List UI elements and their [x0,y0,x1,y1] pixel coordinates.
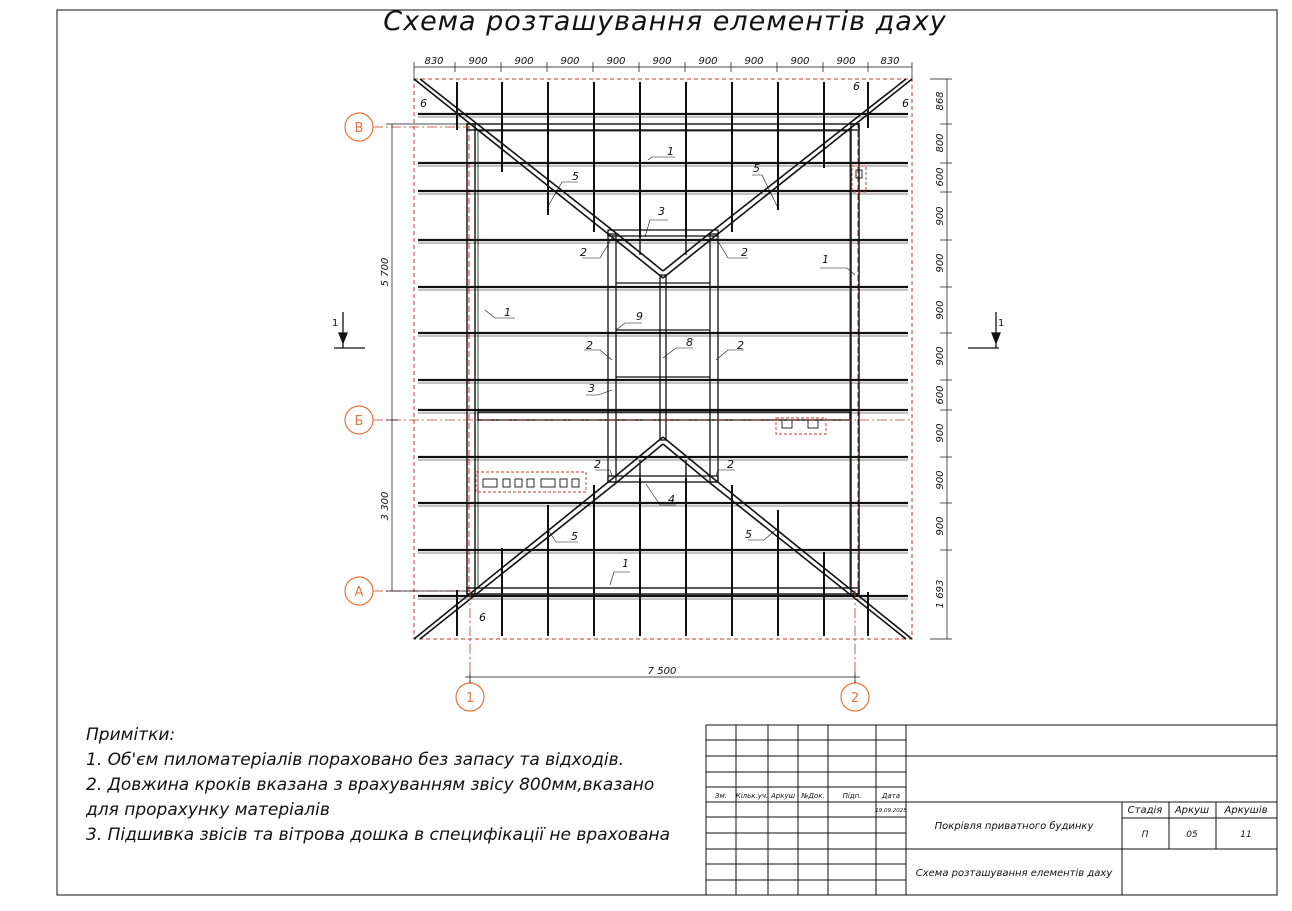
stamp-col-doc: №Док. [801,792,825,800]
dim-left-1: 5 700 [380,257,391,287]
note-2: 2. Довжина кроків вказана з врахуванням звісу 800мм,вказано для прорахунку матеріалів [86,775,655,820]
callout-2d: 2 [737,339,744,352]
dim-top-4: 900 [560,56,580,67]
notes-heading: Примітки: [86,725,176,745]
note-3: 3. Підшивка звісів та вітрова дошка в специфікації не врахована [86,825,671,845]
stamp-sheet-title: Схема розташування елементів даху [915,868,1113,879]
dim-bottom: 7 500 [647,666,677,677]
stamp-col-pidp: Підп. [842,792,862,800]
drawing-title: Схема розташування елементів даху [383,6,947,37]
callout-1c: 1 [504,306,511,319]
dim-top-6: 900 [652,56,672,67]
callout-5c: 5 [571,530,578,543]
dim-right-7: 900 [935,346,946,366]
stamp-col-arkush: Аркуш [770,792,796,800]
dim-right-6: 900 [935,300,946,320]
callout-1b: 1 [822,253,829,266]
callout-1d: 1 [622,557,629,570]
dim-top-10: 830 [880,56,900,67]
stamp-col-data: Дата [881,792,901,800]
stamp-stage: П [1141,830,1149,840]
callout-6b: 6 [853,80,860,93]
dim-right-12: 1 693 [935,579,946,609]
callout-6c: 6 [479,611,486,624]
stamp-sheets-label: Аркушів [1224,805,1268,816]
axis-label-row-v: В [354,121,364,136]
dim-top-8: 900 [744,56,764,67]
callout-5b: 5 [753,162,760,175]
wall-plates [467,124,859,594]
dim-right-8: 600 [935,385,946,405]
axis-label-row-b: Б [354,414,364,429]
horizontal-rafters [418,114,908,596]
axis-label-col-2: 2 [850,691,860,706]
callout-2b: 2 [741,246,748,259]
section-mark-right: 1 [998,318,1005,329]
callout-2c: 2 [586,339,593,352]
dim-right-10: 900 [935,470,946,490]
callout-5a: 5 [572,170,579,183]
stamp-stage-label: Стадія [1127,805,1163,816]
axis-lines [373,127,912,683]
section-mark-left: 1 [332,318,339,329]
dim-right-5: 900 [935,253,946,273]
stamp-sheet: 05 [1186,830,1198,840]
callout-2a: 2 [580,246,587,259]
wall-outline [469,124,858,594]
callout-1a: 1 [667,145,674,158]
stamp-col-zm: Зм. [715,792,727,800]
callout-8: 8 [686,336,693,349]
dim-right-9: 900 [935,423,946,443]
dim-top-7: 900 [698,56,718,67]
callout-2e: 2 [594,458,601,471]
axis-label-row-a: А [354,585,364,600]
dim-left-2: 3 300 [380,491,391,521]
stamp-date: 19.09.2025 [875,808,907,814]
callout-6d: 6 [902,97,909,110]
dim-top-1: 830 [424,56,444,67]
callout-4: 4 [668,493,675,506]
stamp-sheets: 11 [1240,830,1252,840]
dim-top-3: 900 [514,56,534,67]
wall-inner [478,131,850,588]
callout-3a: 3 [658,205,665,218]
callout-2f: 2 [727,458,734,471]
dim-top-2: 900 [468,56,488,67]
dim-top-5: 900 [606,56,626,67]
note-1: 1. Об'єм пиломатеріалів пораховано без запасу та відходів. [86,750,625,770]
callout-9: 9 [636,310,643,323]
stamp-col-kilk: Кільк.уч. [735,792,769,800]
dim-right-2: 800 [935,133,946,153]
callout-leaders [485,157,855,585]
callout-6a: 6 [420,97,427,110]
dim-right-4: 900 [935,206,946,226]
callout-5d: 5 [745,528,752,541]
notes-block [86,723,676,848]
dim-right-1: 868 [935,91,946,111]
stamp-sheet-label: Аркуш [1174,805,1210,816]
axis-label-col-1: 1 [465,691,475,706]
dim-top-9: 900 [790,56,810,67]
dim-right-3: 600 [935,167,946,187]
dim-top-9b: 900 [836,56,856,67]
dim-right-11: 900 [935,516,946,536]
stamp-project: Покрівля приватного будинку [934,821,1094,832]
callout-3b: 3 [588,382,595,395]
